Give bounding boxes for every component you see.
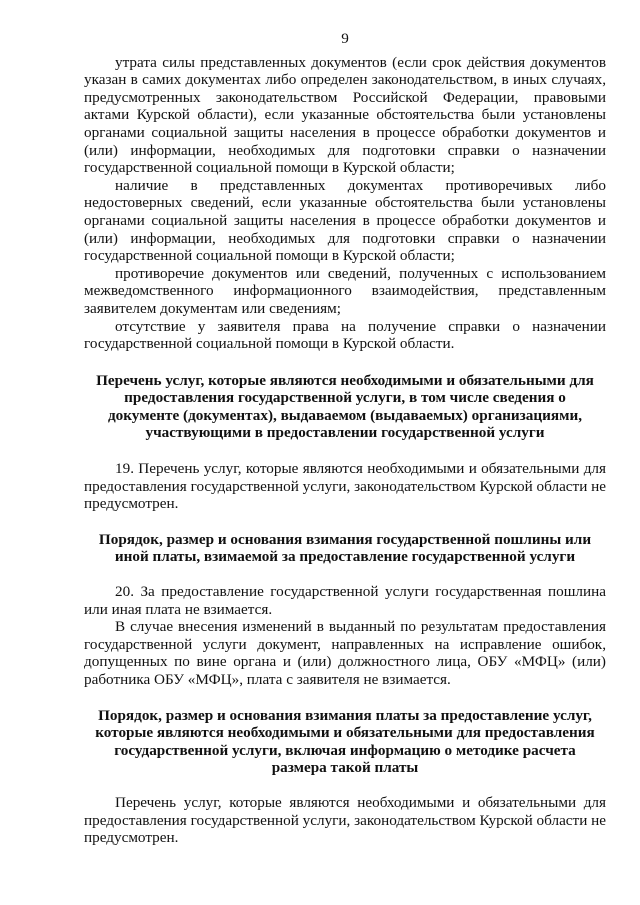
paragraph-contradictory-info: наличие в представленных документах противоречивых либо недостоверных сведений, если указанные обстоятельства были установлены органами социальной защиты населения в процессе обработки документов и (или) информации, необходимых для подготовки справки о назначении государственной социальной помощи в Курской области; bbox=[84, 176, 606, 265]
section-heading-state-fee: Порядок, размер и основания взимания государственной пошлины или иной платы, взимаемой за предоставление государственной услуги bbox=[98, 530, 592, 566]
section-heading-payment-method: Порядок, размер и основания взимания платы за предоставление услуг, которые являются необходимыми и обязательными для предоставления государственной услуги, включая информацию о методике расчета размера такой платы bbox=[95, 706, 595, 777]
paragraph-document-expiry: утрата силы представленных документов (если срок действия документов указан в самих документах либо определен законодательством, в иных случаях, предусмотренных законодательством Российской Федерации, правовыми актами Курской области), если указанные обстоятельства были установлены органами социальной защиты населения в процессе обработки документов и (или) информации, необходимых для подготовки справки о назначении государственной социальной помощи в Курской области; bbox=[84, 53, 606, 177]
page-number: 9 bbox=[341, 30, 349, 47]
paragraph-no-right: отсутствие у заявителя права на получение справки о назначении государственной социальной помощи в Курской области. bbox=[84, 317, 606, 353]
paragraph-services-list: Перечень услуг, которые являются необходимыми и обязательными для предоставления государственной услуги, законодательством Курской области не предусмотрен. bbox=[84, 793, 606, 847]
section-heading-required-services: Перечень услуг, которые являются необходимыми и обязательными для предоставления государственной услуги, в том числе сведения о документе (документах), выдаваемом (выдаваемых) организациями, участвующими в предоставлении государственной услуги bbox=[96, 371, 594, 442]
paragraph-20: 20. За предоставление государственной услуги государственная пошлина или иная плата не взимается. bbox=[84, 583, 606, 618]
paragraph-fee-correction: В случае внесения изменений в выданный по результатам предоставления государственной услуги документ, направленных на исправление ошибок, допущенных по вине органа и (или) должностного лица, ОБУ «МФЦ» (или) работника ОБУ «МФЦ», плата с заявителя не взимается. bbox=[84, 618, 606, 688]
paragraph-interagency-contradiction: противоречие документов или сведений, полученных с использованием межведомственного информационного взаимодействия, представленным заявителем документам или сведениям; bbox=[84, 264, 606, 317]
paragraph-19: 19. Перечень услуг, которые являются необходимыми и обязательными для предоставления государственной услуги, законодательством Курской области не предусмотрен. bbox=[84, 460, 606, 513]
